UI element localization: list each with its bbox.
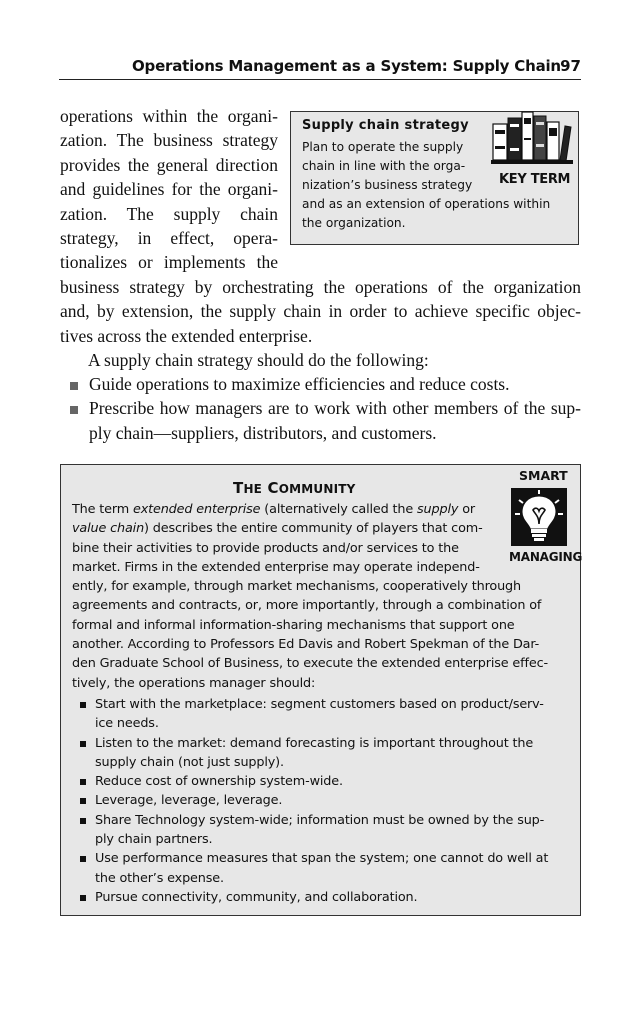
intro-line: zation. The supply chain	[60, 203, 278, 224]
key-term-badge: KEY TERM	[499, 172, 571, 187]
running-head	[59, 55, 581, 80]
bullet-square-icon	[80, 895, 86, 901]
intro-continuation	[60, 275, 581, 373]
key-term-definition-line: Plan to operate the supply	[302, 140, 464, 154]
books-icon	[491, 108, 573, 166]
key-term-title: Supply chain strategy	[302, 118, 469, 133]
intro-line: provides the general direction	[60, 154, 278, 175]
paragraph-line: and, by extension, the supply chain in order to achieve specific objec-	[60, 301, 581, 322]
sidebar-line: market. Firms in the extended enterprise may operate independ-	[72, 559, 480, 575]
sidebar-title: THE COMMUNITY	[233, 479, 356, 497]
bullet-square-icon	[80, 818, 86, 824]
key-term-box	[290, 111, 579, 245]
sidebar-line: value chain) describes the entire community of players that com-	[72, 521, 483, 537]
intro-line: and guidelines for the organi-	[60, 179, 278, 200]
running-title: Operations Management as a System: Supply Chain	[132, 57, 561, 75]
sidebar-line: The term extended enterprise (alternatively called the supply or	[72, 502, 475, 517]
list-item	[72, 811, 572, 850]
sidebar-line: agreements and contracts, or, more importantly, through a combination of	[72, 598, 542, 614]
list-item	[60, 372, 581, 396]
bullet-square-icon	[80, 798, 86, 804]
list-item	[60, 396, 581, 445]
bullet-square-icon	[80, 741, 86, 747]
sidebar-paragraph	[72, 500, 572, 693]
key-term-definition-line: and as an extension of operations within	[302, 197, 551, 211]
list-item	[72, 791, 572, 810]
sidebar-line: bine their activities to provide products and/or services to the	[72, 540, 459, 556]
bullet-square-icon	[70, 382, 78, 390]
list-item-line: Guide operations to maximize efficiencies and reduce costs.	[89, 374, 510, 394]
list-item-line: Leverage, leverage, leverage.	[95, 793, 283, 809]
list-item-line: ice needs.	[95, 716, 159, 732]
intro-line: operations within the organi-	[60, 106, 278, 126]
lead-in-line: A supply chain strategy should do the following:	[88, 350, 429, 371]
key-term-definition-line: nization’s business strategy	[302, 178, 473, 192]
intro-line: zation. The business strategy	[60, 130, 278, 151]
page-number: 97	[560, 57, 581, 75]
list-item-line: the other’s expense.	[95, 870, 224, 886]
intro-line: tionalizes or implements the	[60, 252, 278, 273]
sidebar-line: formal and informal information-sharing mechanisms that support one	[72, 617, 515, 633]
list-item-line: Share Technology system-wide; information must be owned by the sup-	[95, 812, 545, 828]
list-item	[72, 734, 572, 773]
list-item-line: Prescribe how managers are to work with other members of the sup-	[89, 398, 581, 419]
key-term-definition-line: chain in line with the orga-	[302, 159, 466, 173]
list-item-line: supply chain (not just supply).	[95, 754, 284, 770]
paragraph-line: tives across the extended enterprise.	[60, 325, 313, 346]
list-item-line: Use performance measures that span the system; one cannot do well at	[95, 851, 549, 867]
intro-line: strategy, in effect, opera-	[60, 228, 278, 249]
smart-managing-sidebar	[60, 464, 581, 916]
list-item	[72, 888, 572, 907]
list-item	[72, 849, 572, 888]
list-item-line: ply chain—suppliers, distributors, and customers.	[89, 422, 437, 443]
smart-badge: SMART	[519, 468, 568, 483]
bullet-square-icon	[80, 856, 86, 862]
sidebar-bullet-list	[72, 695, 572, 907]
sidebar-line: another. According to Professors Ed Davis and Robert Spekman of the Dar-	[72, 637, 540, 653]
sidebar-line: den Graduate School of Business, to execute the extended enterprise effec-	[72, 656, 548, 672]
sidebar-line: ently, for example, through market mechanisms, cooperatively through	[72, 579, 521, 595]
strategy-bullet-list	[60, 372, 581, 445]
list-item-line: Reduce cost of ownership system-wide.	[95, 774, 343, 790]
list-item-line: Listen to the market: demand forecasting is important throughout the	[95, 735, 534, 751]
bullet-square-icon	[80, 702, 86, 708]
key-term-definition-line: the organization.	[302, 216, 406, 230]
managing-badge: MANAGING	[509, 550, 583, 564]
sidebar-line: tively, the operations manager should:	[72, 675, 316, 691]
bullet-square-icon	[70, 406, 78, 414]
paragraph-line: business strategy by orchestrating the operations of the organization	[60, 277, 581, 297]
list-item-line: ply chain partners.	[95, 832, 213, 848]
intro-wrapped-text	[60, 104, 278, 275]
list-item-line: Start with the marketplace: segment customers based on product/serv-	[95, 697, 544, 712]
bullet-square-icon	[80, 779, 86, 785]
list-item	[72, 772, 572, 791]
list-item	[72, 695, 572, 734]
list-item-line: Pursue connectivity, community, and collaboration.	[95, 889, 418, 905]
